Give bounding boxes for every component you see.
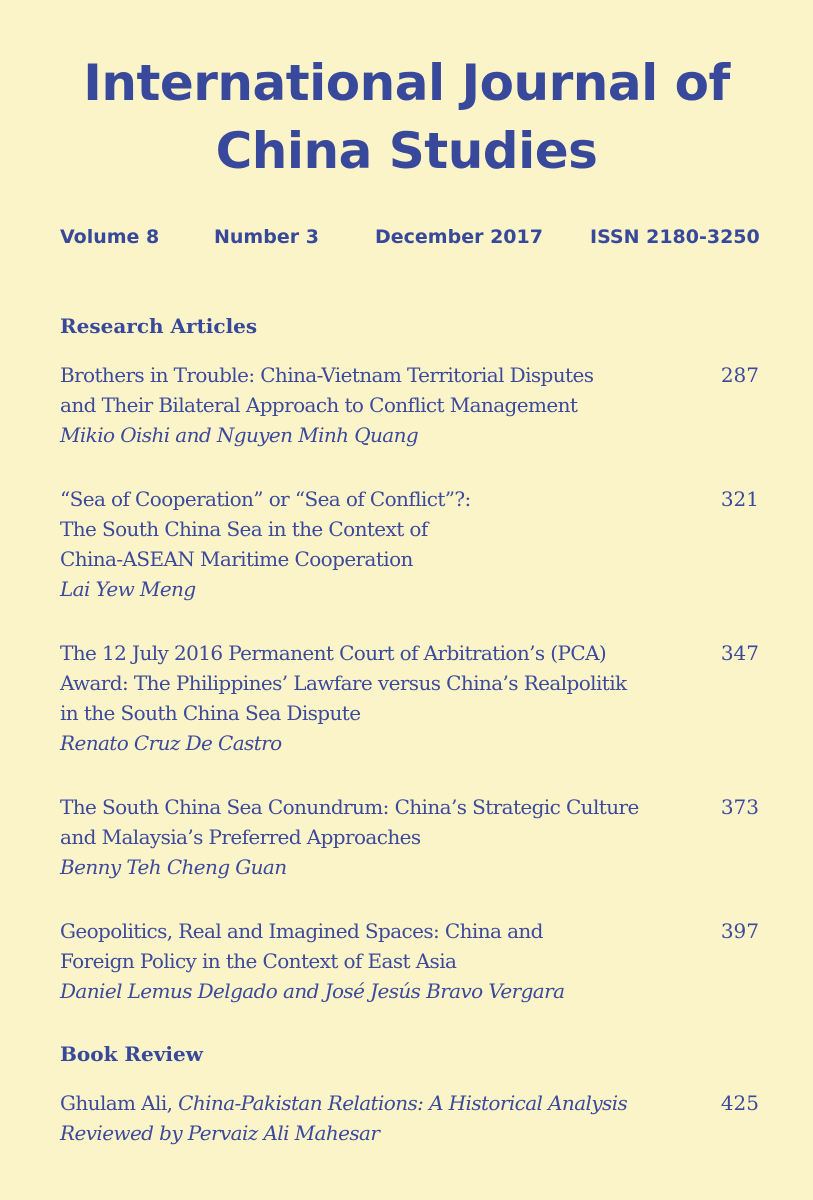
article-authors: Mikio Oishi and Nguyen Minh Quang	[60, 423, 419, 447]
article-entry	[60, 484, 760, 604]
article-title-line: Brothers in Trouble: China-Vietnam Territorial Disputes	[60, 363, 594, 387]
journal-title-line-1: International Journal of	[83, 54, 730, 112]
book-reviewer: Reviewed by Pervaiz Ali Mahesar	[60, 1121, 380, 1145]
article-title-line: The South China Sea Conundrum: China’s Strategic Culture	[60, 795, 639, 819]
article-title-line: in the South China Sea Dispute	[60, 701, 361, 725]
article-title-line: The South China Sea in the Context of	[60, 517, 428, 541]
article-authors: Renato Cruz De Castro	[60, 731, 282, 755]
article-page-number: 373	[720, 795, 759, 819]
issue-date: December 2017	[375, 226, 543, 248]
book-review-author: Ghulam Ali,	[60, 1091, 179, 1115]
article-entry	[60, 360, 760, 450]
article-entry	[60, 638, 760, 758]
article-page-number: 321	[720, 487, 759, 511]
book-review-title: China-Pakistan Relations: A Historical Analysis	[178, 1091, 628, 1115]
article-authors: Lai Yew Meng	[60, 577, 196, 601]
article-title-line: and Malaysia’s Preferred Approaches	[60, 825, 421, 849]
article-entry	[60, 792, 760, 882]
article-page-number: 397	[720, 919, 759, 943]
book-review-page-number: 425	[720, 1091, 759, 1115]
issue-number: Number 3	[214, 226, 319, 248]
article-page-number: 287	[720, 363, 759, 387]
article-title-line: The 12 July 2016 Permanent Court of Arbitration’s (PCA)	[60, 641, 607, 665]
article-title-line: Foreign Policy in the Context of East Asia	[60, 949, 457, 973]
article-title-line: China-ASEAN Maritime Cooperation	[60, 547, 413, 571]
section-heading-research-articles: Research Articles	[60, 314, 258, 338]
article-title-line: Geopolitics, Real and Imagined Spaces: China and	[60, 919, 543, 943]
journal-title-line-2: China Studies	[215, 122, 598, 180]
article-title-line: “Sea of Cooperation” or “Sea of Conflict”?:	[60, 487, 471, 511]
issue-info	[0, 226, 813, 256]
article-title-line: and Their Bilateral Approach to Conflict Management	[60, 393, 578, 417]
issue-issn: ISSN 2180-3250	[590, 226, 760, 248]
article-title-line: Award: The Philippines’ Lawfare versus China’s Realpolitik	[60, 671, 627, 695]
section-heading-book-review: Book Review	[60, 1042, 203, 1066]
issue-volume: Volume 8	[60, 226, 160, 248]
article-authors: Daniel Lemus Delgado and José Jesús Bravo Vergara	[60, 979, 565, 1003]
book-review-line	[60, 1088, 760, 1118]
article-entry	[60, 916, 760, 1006]
article-authors: Benny Teh Cheng Guan	[60, 855, 287, 879]
article-page-number: 347	[720, 641, 759, 665]
book-review-entry	[60, 1088, 760, 1148]
